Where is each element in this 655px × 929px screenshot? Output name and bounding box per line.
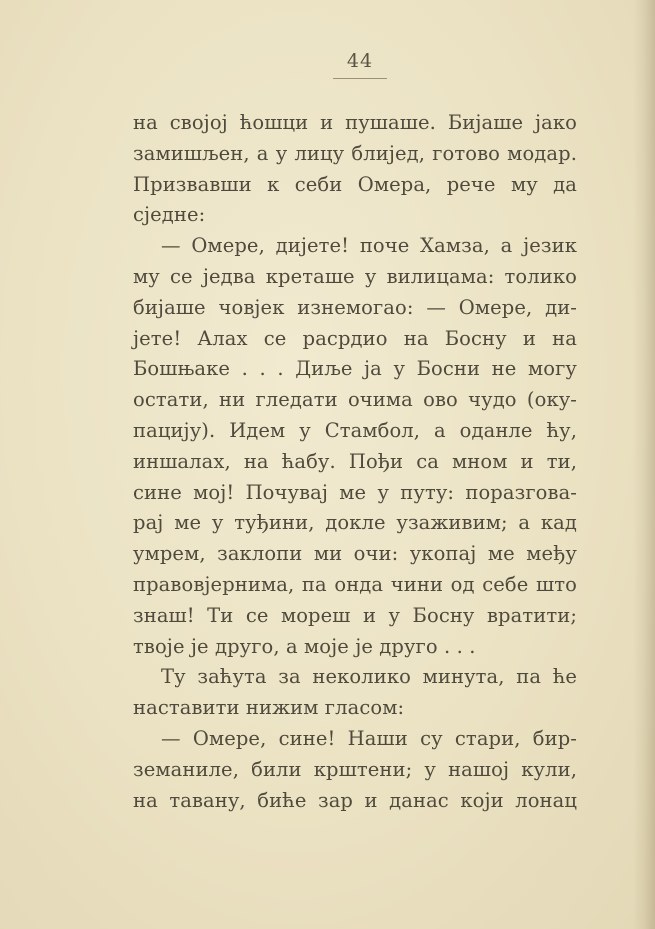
body-text [133, 108, 577, 816]
text-line: бијаше човјек изнемогао: — Омере, ди- [133, 295, 577, 319]
text-line: замишљен, а у лицу блијед, готово модар. [133, 141, 577, 165]
text-line: знаш! Ти се мореш и у Босну вратити; [133, 603, 577, 627]
page-number: 44 [346, 50, 374, 72]
text-line: на тавану, биће зар и данас који лонац [133, 788, 577, 812]
text-line: рај ме у туђини, докле узаживим; а кад [133, 511, 577, 535]
text-line: Ту заћута за неколико минута, па ће [161, 665, 577, 689]
text-line: пацију). Идем у Стамбол, а оданле ћу, [133, 418, 577, 442]
page-edge-shadow [633, 0, 655, 929]
text-line: правовјернима, па онда чини од себе што [133, 572, 577, 596]
text-line: умрем, заклопи ми очи: укопај ме међу [133, 542, 577, 566]
text-line: сједне: [133, 203, 206, 227]
text-line: Бошњаке . . . Диље ја у Босни не могу [133, 357, 577, 381]
text-line: иншалах, на ћабу. Пођи са мном и ти, [133, 449, 577, 473]
text-line: — Омере, сине! Наши су стари, бир- [161, 726, 577, 750]
text-line: сине мој! Почувај ме у путу: поразгова- [133, 480, 577, 504]
text-line: јете! Алах се расрдио на Босну и на [133, 326, 577, 350]
text-line: му се једва креташе у вилицама: толико [133, 264, 577, 288]
text-line: на својој ћошци и пушаше. Бијаше јако [133, 111, 577, 134]
text-line: Призвавши к себи Омера, рече му да [133, 172, 577, 196]
text-line: земаниле, били крштени; у нашој кули, [133, 757, 577, 781]
text-line: твоје је друго, а моје је друго . . . [133, 634, 476, 658]
text-line: — Омере, дијете! поче Хамза, а језик [161, 234, 577, 258]
page-number-rule [333, 78, 387, 79]
text-line: остати, ни гледати очима ово чудо (оку- [133, 388, 577, 412]
text-line: наставити нижим гласом: [133, 696, 405, 720]
